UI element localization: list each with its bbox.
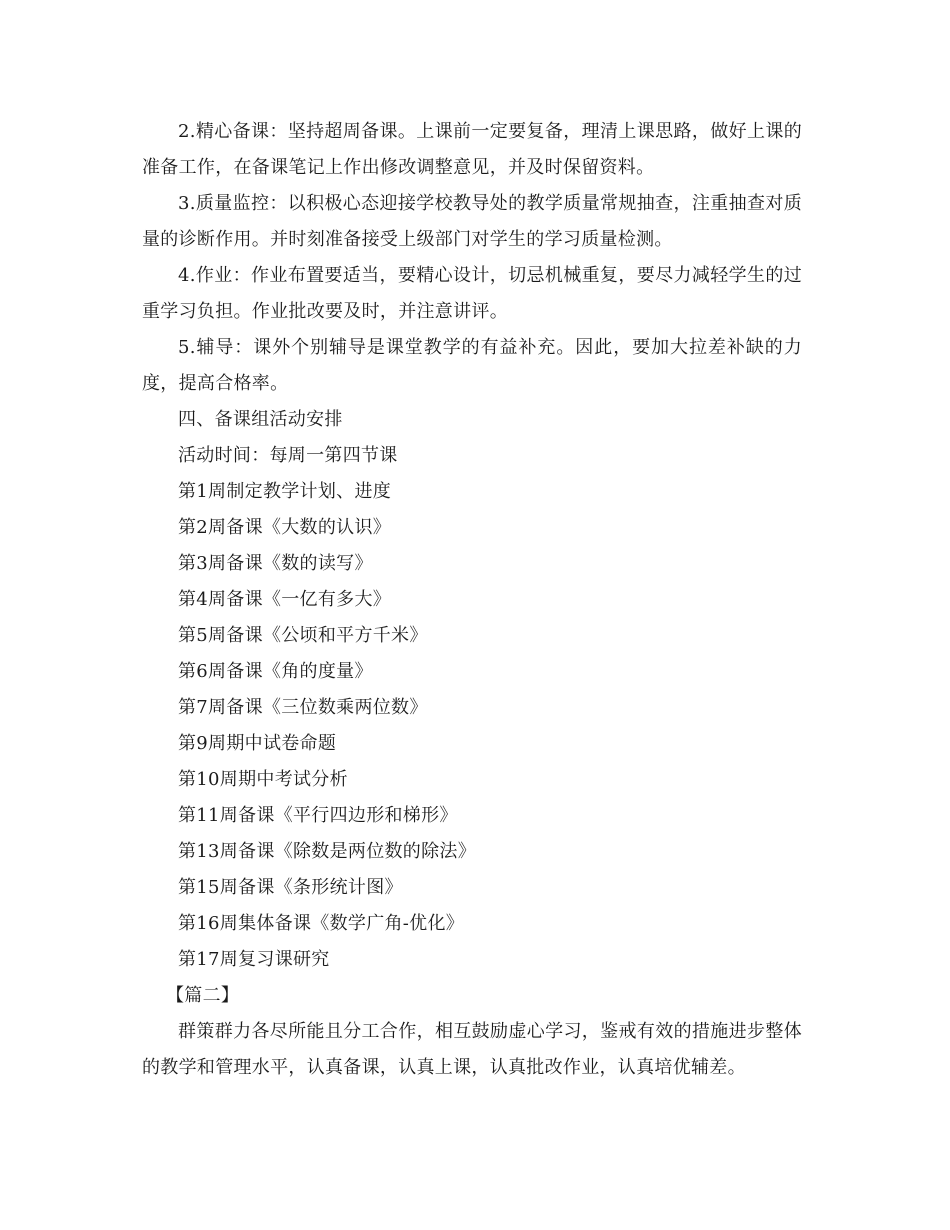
schedule-item: 第3周备课《数的读写》 bbox=[178, 553, 373, 574]
schedule-item: 第2周备课《大数的认识》 bbox=[178, 517, 392, 538]
schedule-item: 第11周备课《平行四边形和梯形》 bbox=[178, 805, 458, 826]
section-four-heading: 四、备课组活动安排 bbox=[178, 409, 343, 430]
paragraph-quality-monitoring: 3.质量监控：以积极心态迎接学校教导处的教学质量常规抽查，注重抽查对质量的诊断作用。并时刻准备接受上级部门对学生的学习质量检测。 bbox=[142, 193, 802, 250]
paragraph-tutoring: 5.辅导：课外个别辅导是课堂教学的有益补充。因此，要加大拉差补缺的力度，提高合格率。 bbox=[142, 337, 802, 394]
paragraph-lesson-prep: 2.精心备课：坚持超周备课。上课前一定要复备，理清上课思路，做好上课的准备工作，在备课笔记上作出修改调整意见，并及时保留资料。 bbox=[142, 121, 802, 178]
schedule-item: 第7周备课《三位数乘两位数》 bbox=[178, 697, 428, 718]
schedule-item: 第1周制定教学计划、进度 bbox=[178, 481, 392, 502]
part-two-heading: 【篇二】 bbox=[166, 985, 240, 1006]
schedule-item: 第16周集体备课《数学广角-优化》 bbox=[178, 913, 465, 934]
schedule-item: 第13周备课《除数是两位数的除法》 bbox=[178, 841, 477, 862]
schedule-item: 第9周期中试卷命题 bbox=[178, 733, 337, 754]
activity-time: 活动时间：每周一第四节课 bbox=[178, 445, 398, 466]
schedule-item: 第6周备课《角的度量》 bbox=[178, 661, 373, 682]
paragraph-part-two: 群策群力各尽所能且分工合作，相互鼓励虚心学习，鉴戒有效的措施进步整体的教学和管理水平，认真备课，认真上课，认真批改作业，认真培优辅差。 bbox=[142, 1021, 802, 1078]
schedule-item: 第17周复习课研究 bbox=[178, 949, 330, 970]
schedule-item: 第15周备课《条形统计图》 bbox=[178, 877, 403, 898]
schedule-item: 第10周期中考试分析 bbox=[178, 769, 348, 790]
schedule-item: 第5周备课《公顷和平方千米》 bbox=[178, 625, 428, 646]
paragraph-homework: 4.作业：作业布置要适当，要精心设计，切忌机械重复，要尽力减轻学生的过重学习负担。作业批改要及时，并注意讲评。 bbox=[142, 265, 802, 322]
schedule-item: 第4周备课《一亿有多大》 bbox=[178, 589, 392, 610]
document-page bbox=[142, 114, 802, 1086]
